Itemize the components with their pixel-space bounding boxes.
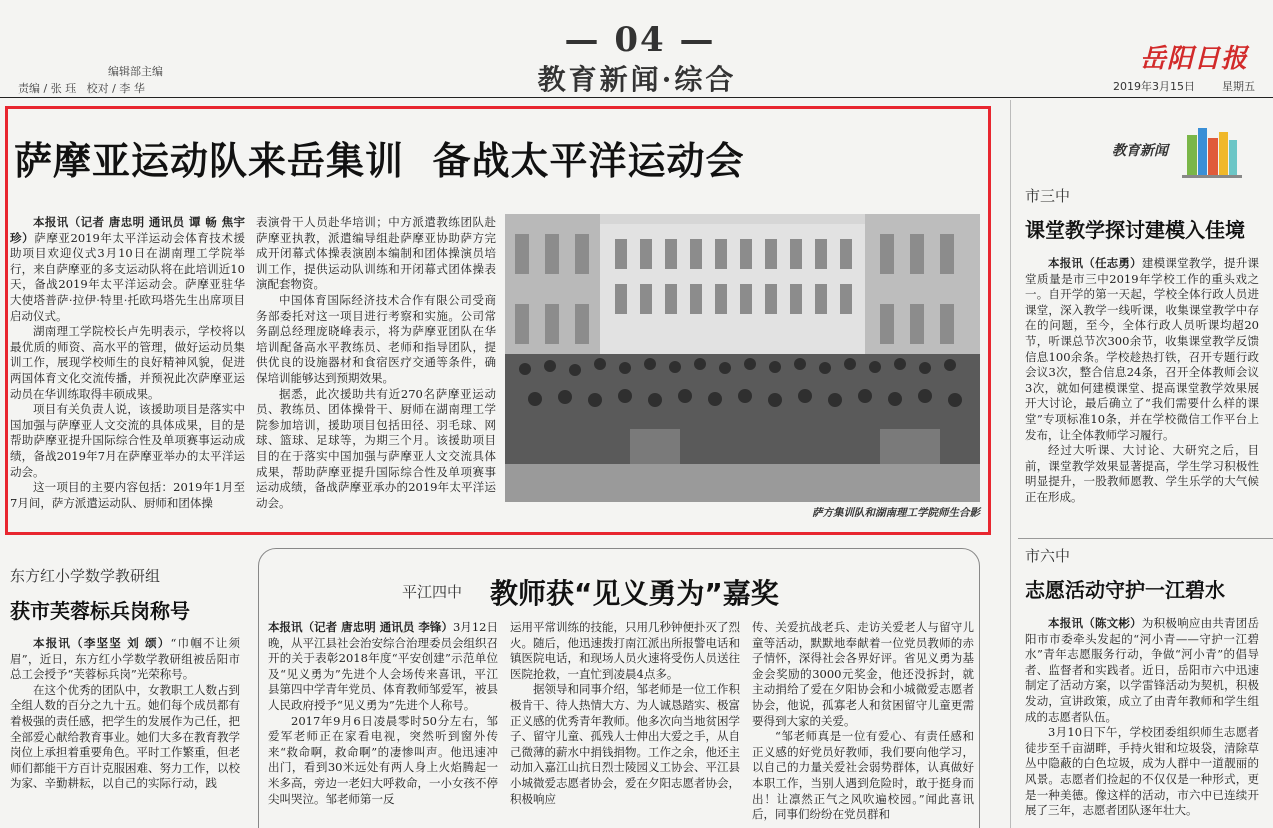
mid-paragraph: 3月12日晚，从平江县社会治安综合治理委员会组织召开的关于表彰2018年度“平安创建”示范单位及“见义勇为”先进个人会场传来喜讯，平江县第四中学青年党员、体育教师邹爱军，被县人民政府授予“见义勇为”先进个人称号。 (268, 620, 498, 712)
left-headline: 获市芙蓉标兵岗称号 (10, 599, 190, 623)
mid-headline: 教师获“见义勇为”嘉奖 (490, 577, 779, 610)
main-paragraph: 湖南理工学院校长卢先明表示，学校将以最优质的师资、高水平的管理，做好运动员集训工作，展现学校师生的良好精神风貌，促进两国体育文化交流传播，并预祝此次萨摩亚运动员在华训练取得丰硕成果。 (10, 324, 245, 401)
page-number: — 04 — (564, 20, 716, 60)
side-top-kicker: 市三中 (1025, 187, 1071, 205)
main-byline: 本报讯（记者 唐忠明 通讯员 谭 畅 焦宇珍） (10, 215, 245, 245)
mid-byline: 本报讯（记者 唐忠明 通讯员 李锋） (268, 620, 453, 634)
main-paragraph: 这一项目的主要内容包括：2019年1月至7月间，萨方派遣运动队、厨师和团体操 (10, 480, 245, 510)
side-bottom-kicker: 市六中 (1025, 547, 1071, 565)
mid-paragraph: 运用平常训练的技能，只用几秒钟便扑灭了烈火。随后，他迅速拨打南江派出所报警电话和镇医院电话，和现场人员火速将受伤人员送往医院抢救，一直忙到凌晨4点多。 (510, 620, 740, 681)
side-paragraph: 3月10日下午，学校团委组织师生志愿者徒步至千亩湖畔，手持火钳和垃圾袋，清除草丛中隐蔽的白色垃圾，成为人群中一道靓丽的风景。志愿者们捡起的不仅仅是一种形式，更是一种美德。像这样的活动，市六中已连续开展了三年，志愿者团队逐年壮大。 (1025, 725, 1259, 818)
group-photo (505, 214, 980, 502)
section-title: 教育新闻·综合 (537, 63, 737, 96)
side-top-body (1025, 256, 1259, 516)
left-body (10, 636, 240, 828)
mid-col1 (268, 620, 498, 828)
left-byline: 本报讯（李坚坚 刘 颂） (33, 636, 171, 650)
left-kicker: 东方红小学数学教研组 (10, 567, 161, 585)
column-logo: 教育新闻 (1112, 143, 1168, 159)
mid-col2 (510, 620, 740, 828)
mid-col3 (752, 620, 974, 828)
side-top-byline: 本报讯（任志勇） (1048, 256, 1142, 270)
main-paragraph: 据悉，此次援助共有近270名萨摩亚运动员、教练员、团体操骨干、厨师在湖南理工学院参加培训，援助项目包括田径、羽毛球、网球、篮球、足球等，为期三个月。该援助项目目的在于落实中国加强与萨摩亚人文交流具体成果，帮助萨摩亚提升国际综合性及单项赛事运动成绩，备战萨摩亚承办的2019年太平洋运动会。 (256, 386, 496, 510)
side-divider (1018, 538, 1273, 539)
side-top-headline: 课堂教学探讨建模入佳境 (1025, 218, 1245, 242)
issue-date: 2019年3月15日 (1113, 80, 1195, 93)
main-headline: 萨摩亚运动队来岳集训 备战太平洋运动会 (14, 139, 745, 183)
mid-paragraph: 传、关爱抗战老兵、走访关爱老人与留守儿童等活动，默默地奉献着一位党员教师的赤子情怀，深得社会各界好评。省见义勇为基金会奖励的3000元奖金，他还没拆封，就主动捐给了爱在夕阳协会和小城微爱志愿者协会，他说，孤寡老人和贫困留守儿童更需要得到大家的关爱。 (752, 620, 974, 728)
main-paragraph: 项目有关负责人说，该援助项目是落实中国加强与萨摩亚人文交流的具体成果，目的是帮助萨摩亚提升国际综合性及单项赛事运动成绩，备战2019年7月在萨摩亚举办的太平洋运动会。 (10, 402, 245, 479)
issue-weekday: 星期五 (1222, 80, 1255, 93)
side-column-logo-box (1112, 120, 1242, 180)
staff-credits: 责编 / 张 珏 校对 / 李 华 (18, 82, 145, 95)
editor-title: 编辑部主编 (108, 65, 163, 78)
mid-kicker: 平江四中 (402, 583, 463, 601)
header-rule (0, 97, 1273, 98)
side-bottom-byline: 本报讯（陈文彬） (1048, 616, 1142, 630)
right-column-divider (1010, 100, 1011, 828)
books-icon (1182, 120, 1242, 178)
left-paragraph: 在这个优秀的团队中，女教职工人数占到全组人数的百分之九十五。她们每个成员都有着极强的责任感，把学生的发展作为己任，把全部爱心献给教育事业。她们大多在教育教学岗位上承担着重要角色。平时工作繁重，但老师们都能干方百计克服困难、努力工作，以校为家、辛勤耕耘，以自己的实际行动，践 (10, 682, 240, 791)
side-paragraph: 建模课堂教学，提升课堂质量是市三中2019年学校工作的重头戏之一。自开学的第一天起，学校全体行政人员进课堂，深入教学一线听课，收集课堂教学中存在的问题，至今，全体行政人员听课均超20节，听课总节次300余节，收集课堂教学反馈信息100余条。学校趁热打铁，召开专题行政会议3次，整合信息24条，召开全体教师会议3次，就如何建模课堂、提高课堂教学效果展开大讨论，最后确立了“我们需要什么样的课堂”专项标准10条，并在学校微信工作平台上发布，让全体教师学习履行。 (1025, 256, 1259, 442)
side-bottom-headline: 志愿活动守护一江碧水 (1025, 578, 1225, 602)
photo-caption: 萨方集训队和湖南理工学院师生合影 (812, 507, 980, 519)
side-paragraph: 经过大听课、大讨论、大研究之后，目前，课堂教学效果显著提高，学生学习积极性明显提升，一股教师愿教、学生乐学的大气候正在形成。 (1025, 443, 1259, 504)
main-paragraph: 萨摩亚2019年太平洋运动会体育技术援助项目欢迎仪式3月10日在湖南理工学院举行，来自萨摩亚的多支运动队将在此培训近10天，备战2019年太平洋运动会。萨摩亚驻华大使塔普萨·拉伊·特里·托欧玛塔先生出席项目启动仪式。 (10, 230, 245, 323)
mid-paragraph: 据领导和同事介绍，邹老师是一位工作积极肯干、待人热情大方、为人诚恳踏实、极富正义感的优秀青年教师。他多次向当地贫困学子、留守儿童、孤残人士伸出大爱之手，从自己微薄的薪水中捐钱捐物。工作之余，他还主动加入嘉江山抗日烈士陵园义工协会、平江县小城微爱志愿者协会，爱在夕阳志愿者协会，积极响应 (510, 682, 740, 806)
main-article-col2 (256, 215, 496, 520)
main-paragraph: 表演骨干人员赴华培训；中方派遣教练团队赴萨摩亚执教，派遣编导组赴萨摩亚协助萨方完成开闭幕式体操表演剧本编制和团体操演员培训工作，提供运动队训练和开闭幕式团体操表演配套物资。 (256, 215, 496, 292)
mid-paragraph: 2017年9月6日凌晨零时50分左右，邹爱军老师正在家看电视，突然听到窗外传来“救命啊，救命啊”的凄惨叫声。他迅速冲出门，看到30米远处有两人身上火焰腾起一米多高，旁边一老妇大呼救命，一小女孩不停尖叫哭泣。邹老师第一反 (268, 713, 498, 806)
group-photo-image (505, 214, 980, 502)
main-article-col1 (10, 215, 245, 520)
side-bottom-body (1025, 616, 1259, 828)
mid-paragraph: “邹老师真是一位有爱心、有责任感和正义感的好党员好教师，我们要向他学习，以自己的力量关爱社会弱势群体，认真做好本职工作，当别人遇到危险时，敢于挺身而出！让凛然正气之风吹遍校园。”闻此喜讯后，同事们纷纷在党员群和 (752, 729, 974, 822)
left-paragraph: “巾帼不让须眉”，近日，东方红小学数学教研组被岳阳市总工会授予“芙蓉标兵岗”光荣称号。 (10, 636, 240, 682)
side-paragraph: 为积极响应由共青团岳阳市市委牵头发起的“河小青——守护一江碧水”青年志愿服务行动，争做“河小青”的倡导者、监督者和实践者。近日，岳阳市六中迅速制定了活动方案，以学雷锋活动为契机，积极发动，宣讲政策，成立了由青年教师和学生组成的志愿者队伍。 (1025, 616, 1259, 724)
newspaper-logo: 岳阳日报 (1140, 44, 1249, 74)
main-paragraph: 中国体育国际经济技术合作有限公司受商务部委托对这一项目进行考察和实施。公司常务副总经理庞晓峰表示，将为萨摩亚团队在华培训配备高水平教练员、老师和指导团队，提供优良的设施器材和食宿医疗交通等条件，确保培训能够达到预期效果。 (256, 292, 496, 385)
